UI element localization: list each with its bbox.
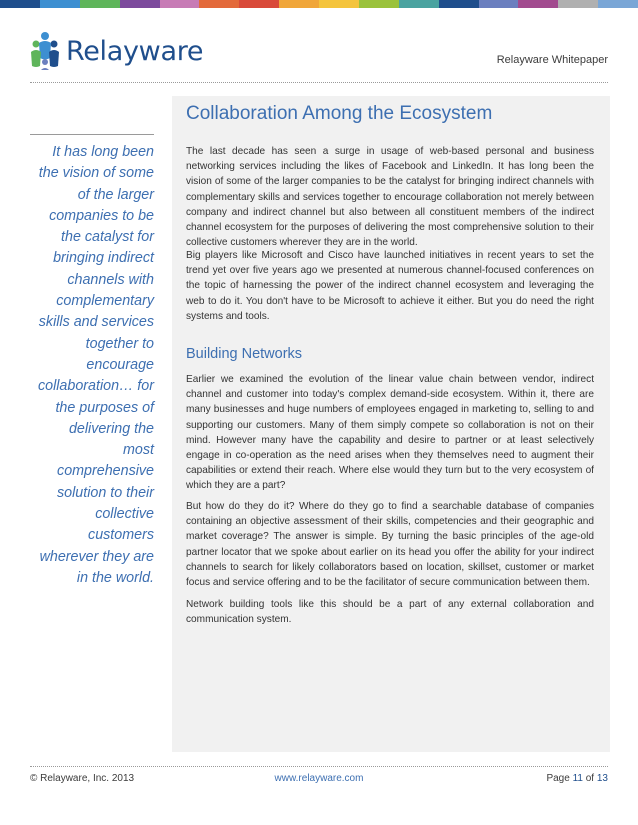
paragraph-conclusion: Network building tools like this should be a part of any external collaboration and communication system. (186, 599, 594, 626)
top-bar-segment (199, 0, 239, 8)
top-bar-segment (40, 0, 80, 8)
pull-quote-line: most (123, 442, 154, 459)
article-title: Collaboration Among the Ecosystem (186, 103, 493, 124)
page-number (546, 773, 608, 784)
header-divider (30, 82, 608, 83)
pull-quote-line: It has long been (52, 144, 154, 160)
top-bar-segment (319, 0, 359, 8)
pull-quote-line: complementary (56, 293, 154, 310)
top-bar-segment (439, 0, 479, 8)
pull-quote-line: customers (88, 527, 154, 544)
footer-divider (30, 766, 608, 767)
top-bar-segment (160, 0, 200, 8)
paragraph-how-to: But how do they do it? Where do they go to find a searchable database of companies containing an objective assessment of their skills, competencies and their geographic and market coverage? The answer is simple. By turning the basic principles of the age-old partner locator that we spoke about earlier on its head you offer the ability for your indirect channels to search for likely collaborators based on location, skillset, customer or market focus and service offering and to be the facilitator of secure communication between them. (186, 501, 594, 589)
paragraph-intro: The last decade has seen a surge in usage of web-based personal and business networking services including the likes of Facebook and LinkedIn. It has long been the vision of some of the larger companies to be the catalyst for bringing indirect channels with complementary skills and services together to encourage collaboration not merely between company and indirect channel but also between all constituent members of the indirect channel ecosystem for the purposes of delivering the most comprehensive solution to their collective customers wherever they are in the world. (186, 146, 594, 249)
pull-quote-line: channels with (67, 271, 154, 288)
pull-quote-line: wherever they are (39, 548, 154, 565)
pull-quote-line: comprehensive (57, 463, 154, 480)
top-bar-segment (279, 0, 319, 8)
website-link[interactable]: www.relayware.com (274, 773, 364, 784)
pull-quote (30, 142, 154, 589)
page-header (0, 8, 638, 82)
page-of: of (585, 773, 595, 784)
website-link-wrap (0, 773, 638, 784)
top-bar-segment (598, 0, 638, 8)
pull-quote-line: collective (95, 506, 154, 523)
top-bar-segment (80, 0, 120, 8)
people-network-icon (28, 30, 62, 72)
top-bar-segment (479, 0, 519, 8)
pull-quote-line: together to (85, 335, 154, 352)
pull-quote-line: solution to their (57, 484, 154, 501)
top-bar-segment (399, 0, 439, 8)
top-bar-segment (239, 0, 279, 8)
pull-quote-line: encourage (86, 356, 154, 373)
pull-quote-line: bringing indirect (53, 250, 154, 267)
top-bar-segment (359, 0, 399, 8)
pull-quote-line: skills and services (38, 314, 154, 331)
document-type-label: Relayware Whitepaper (496, 54, 608, 66)
pull-quote-line: the catalyst for (61, 229, 154, 246)
logo-text: Relayware (66, 35, 204, 67)
copyright-text: © Relayware, Inc. 2013 (30, 773, 135, 784)
paragraph-big-players: Big players like Microsoft and Cisco have launched initiatives in recent years to set the trend yet over five years ago we presented at numerous channel-focused conferences on the topic of harnessing the power of the indirect channel ecosystem and leveraging the web to do it. You don't have to be Microsoft to achieve it either. But you do need the right systems and tools. (186, 250, 594, 322)
relayware-logo (28, 30, 203, 72)
top-bar-segment (558, 0, 598, 8)
pull-quote-line: of the larger (77, 186, 154, 203)
paragraph-value-chain: Earlier we examined the evolution of the linear value chain between vendor, indirect channel and customer into today's complex demand-side ecosystem. Within it, there are many businesses and huge numbers of employees engaged in marketing to, selling to and supporting our customers. Many of them simply compete so collaboration is not on their mind. However many have the capability and desire to partner or at least selectively engage in co-operation as the need arises when they themselves need to augment their capabilities or extend their reach. Where else would they turn but to the very ecosystem of which they are a part? (186, 374, 594, 492)
page-current: 11 (572, 773, 583, 784)
pull-quote-rule (30, 134, 154, 135)
top-bar-segment (518, 0, 558, 8)
pull-quote-line: companies to be (49, 207, 154, 224)
top-color-bar (0, 0, 638, 8)
page-prefix: Page (546, 773, 570, 784)
top-bar-segment (0, 0, 40, 8)
top-bar-segment (120, 0, 160, 8)
pull-quote-line: the purposes of (55, 399, 154, 416)
pull-quote-line: in the world. (76, 569, 154, 586)
pull-quote-line: the vision of some (38, 165, 154, 182)
section-heading: Building Networks (186, 346, 303, 362)
page-total: 13 (596, 773, 608, 784)
pull-quote-line: delivering the (68, 420, 154, 437)
pull-quote-line: collaboration… for (37, 378, 154, 395)
